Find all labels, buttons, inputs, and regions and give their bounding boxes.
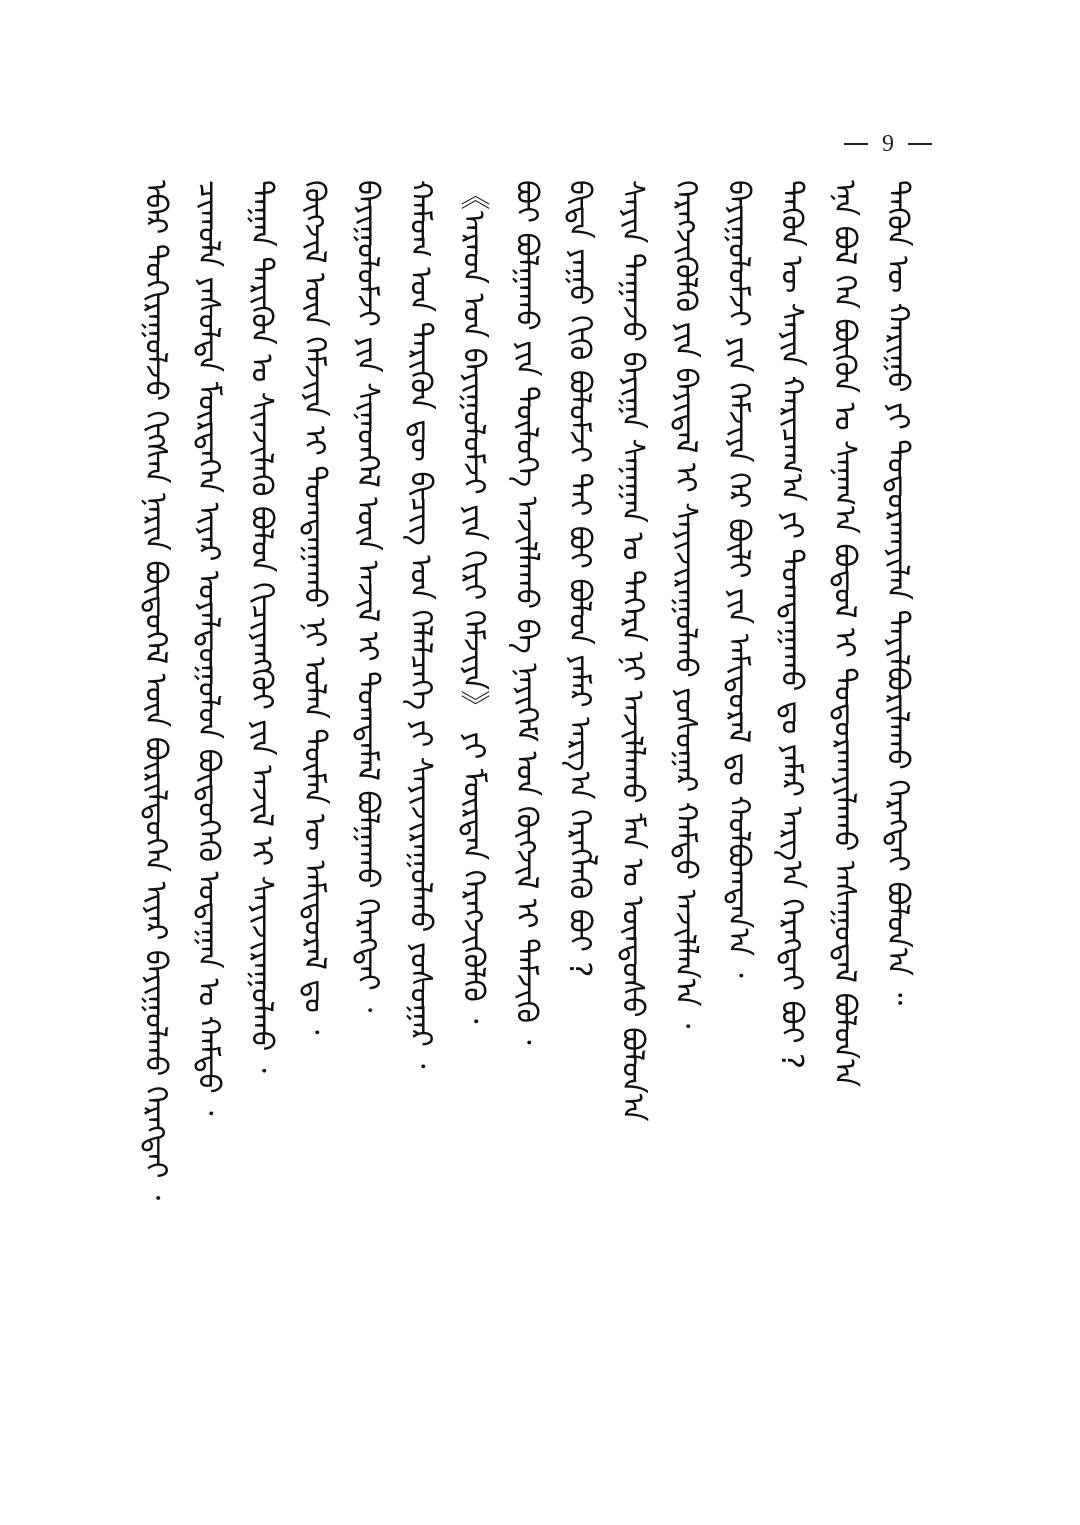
page-number-value: 9: [882, 130, 894, 157]
text-line: ᠲᠡᠭᠦᠨ ᠦ ᠰᠠᠶᠢᠨ ᠬᠠᠷᠢᠴᠠᠭ᠎ᠠ ᠶᠢ ᠲᠣᠭᠲᠠᠭᠠᠬᠤ ᠳᠤ ᠶᠠᠮᠠᠷ ᠠᠷᠭ᠎ᠠ ᠬᠡᠷᠡᠭᠲᠡᠢ ᠪᠤᠢ ?: [774, 180, 809, 1069]
page-number-dash-right: [908, 143, 932, 145]
text-line: ᠡᠪᠡᠷ ᠲᠣᠬᠢᠷᠠᠭᠤᠯᠵᠤ ᠬᠢᠭᠰᠡᠨ ᠨᠠᠷᠢᠨ ᠪᠦᠲᠦᠭᠡᠯ ᠦᠨ ᠪᠦᠷᠢᠯᠳᠦᠭᠡᠨ ᠢᠶᠡᠷ ᠪᠠᠶᠢᠭᠤᠯᠬᠤ ᠬᠡᠷᠡᠭᠲᠡᠢ ᠂: [138, 180, 173, 1201]
text-line: 《ᠠᠷᠠᠳ ᠤᠨ ᠪᠠᠶᠢᠭᠤᠯᠤᠮᠵᠢ ᠶᠢᠨ ᠬᠢᠷᠢ ᠬᠡᠮᠵᠢᠶᠡ》 ᠶᠢ ᠮᠥᠷᠳᠡᠨ ᠬᠡᠷᠡᠭᠵᠢᠭᠦᠯᠬᠦ ᠂: [456, 180, 491, 1024]
mongolian-text-block: [132, 180, 932, 1330]
text-line: ᠪᠠᠶᠢᠭᠤᠯᠤᠮᠵᠢ ᠶᠢᠨ ᠰᠢᠨᠡᠳᠭᠡᠯ ᠦᠨ ᠠᠵᠢᠯ ᠢ ᠲᠣᠭᠲᠠᠮᠠᠯ ᠪᠣᠯᠭᠠᠬᠤ ᠬᠡᠷᠡᠭᠲᠡᠢ ᠂: [350, 180, 385, 1013]
text-line: ᠪᠤᠢ ᠪᠣᠯᠭᠠᠬᠤ ᠶᠢᠨ ᠲᠥᠯᠦᠭᠡ ᠠᠵᠢᠯᠯᠠᠬᠤ ᠪᠠ ᠨᠡᠶᠢᠭᠡᠮ ᠤᠨ ᠬᠥᠭᠵᠢᠯ ᠢ ᠳᠡᠮᠵᠢᠬᠦ ᠂: [509, 180, 544, 1045]
text-line: ᠡᠨᠡ ᠪᠣᠯ ᠬᠡᠨ ᠪᠦᠬᠦᠨ ᠤ ᠰᠠᠨᠠᠭ᠎ᠠ ᠪᠣᠳᠣᠯ ᠢ ᠲᠣᠳᠣᠷᠬᠠᠶᠢᠯᠠᠬᠤ ᠠᠰᠠᠭᠤᠳᠠᠯ ᠪᠣᠯᠤᠨ᠎ᠠ: [827, 180, 862, 1087]
text-line: ᠬᠡᠷᠡᠭᠵᠢᠭᠦᠯᠬᠦ ᠶᠢᠨ ᠪᠠᠶᠢᠳᠠᠯ ᠢ ᠰᠠᠶᠢᠵᠢᠷᠠᠭᠤᠯᠬᠤ ᠶᠤᠰᠤᠭᠠᠷ ᠬᠠᠮᠲᠤ ᠠᠵᠢᠯᠯᠠᠨ᠎ᠠ ᠂: [668, 180, 703, 1029]
text-line: ᠬᠥᠭᠵᠢᠯ ᠦᠨ ᠬᠡᠮᠵᠢᠶᠡ ᠢ ᠲᠣᠭᠲᠠᠭᠠᠬᠤ ᠨᠢ ᠣᠯᠠᠨ ᠲᠦᠮᠡᠨ ᠦ ᠠᠮᠢᠳᠤᠷᠠᠯ ᠳᠤ ᠂: [297, 180, 332, 1035]
text-line: ᠳᠠᠭᠠᠨ ᠲᠡᠷᠢᠭᠦᠨ ᠤ ᠰᠢᠨᠵᠢᠯᠡᠬᠦ ᠪᠣᠯᠤᠨ ᠬᠢᠴᠢᠶᠡᠩᠭᠦᠢ ᠶᠢᠨ ᠠᠵᠢᠯ ᠢ ᠰᠠᠶᠢᠵᠢᠷᠠᠭᠤᠯᠬᠤ ᠂: [244, 180, 279, 1073]
page-number: [838, 126, 938, 162]
text-line: ᠪᠢᠳᠡ ᠶᠠᠭᠤ ᠬᠢᠬᠦ ᠪᠣᠯᠣᠮᠵᠢ ᠲᠠᠢ ᠪᠤᠢ ᠪᠣᠯᠣᠨ ᠶᠠᠮᠠᠷ ᠠᠷᠭ᠎ᠠ ᠬᠡᠷᠡᠭᠯᠡᠬᠦ ᠪᠤᠢ ?: [562, 180, 597, 978]
page-number-dash-left: [844, 143, 868, 145]
text-line: ᠲᠡᠭᠦᠨ ᠦ ᠬᠠᠷᠢᠭᠤ ᠶᠢ ᠲᠣᠳᠣᠷᠬᠠᠶᠢᠯᠠᠨ ᠲᠠᠶᠢᠯᠪᠤᠷᠢᠯᠠᠬᠤ ᠬᠡᠷᠡᠭᠲᠡᠢ ᠪᠣᠯᠤᠨ᠎ᠠ ᠃: [880, 180, 915, 1006]
text-line: ᠪᠠᠶᠢᠭᠤᠯᠤᠮᠵᠢ ᠶᠢᠨ ᠬᠡᠮᠵᠢᠶᠡ ᠭᠡᠷ ᠪᠦᠯᠢ ᠶᠢᠨ ᠠᠮᠢᠳᠤᠷᠠᠯ ᠳᠤ ᠬᠣᠯᠪᠣᠭᠳᠠᠨ᠎ᠠ ᠂: [721, 180, 756, 978]
text-line: ᠬᠠᠮᠤᠭ ᠤᠨ ᠲᠡᠷᠢᠭᠦᠨ ᠳᠦ ᠪᠢᠴᠢᠭ ᠤᠨ ᠬᠡᠯᠡᠯᠴᠡᠭᠡ ᠶᠢ ᠰᠠᠶᠢᠵᠢᠷᠠᠭᠤᠯᠬᠤ ᠶᠤᠰᠤᠭᠠᠷ ᠂: [403, 180, 438, 1069]
text-line: ᠰᠠᠶᠢᠨ ᠳᠠᠭᠠᠵᠤ ᠪᠠᠶᠢᠭᠠ ᠰᠠᠨᠠᠭᠠᠨ ᠤ ᠳᠡᠭᠡᠷᠡ ᠨᠢ ᠠᠵᠢᠯᠯᠠᠬᠤ ᠮᠠᠨ ᠤ ᠦᠨᠳᠦᠰᠦ ᠪᠣᠯᠤᠨ᠎ᠠ: [615, 180, 650, 1122]
text-line: ᠴᠢᠬᠤᠯᠠ ᠶᠠᠰᠤᠯᠳᠠ ᠮᠥᠷᠲᠡᠭᠡᠨ ᠢᠶᠡᠷ ᠤᠶᠠᠯᠳᠤᠭᠤᠯᠤᠨ ᠪᠦᠲᠦᠭᠡᠬᠦ ᠤᠳᠠᠭᠠᠨ ᠤ ᠬᠠᠮᠲᠤ ᠂: [191, 180, 226, 1116]
